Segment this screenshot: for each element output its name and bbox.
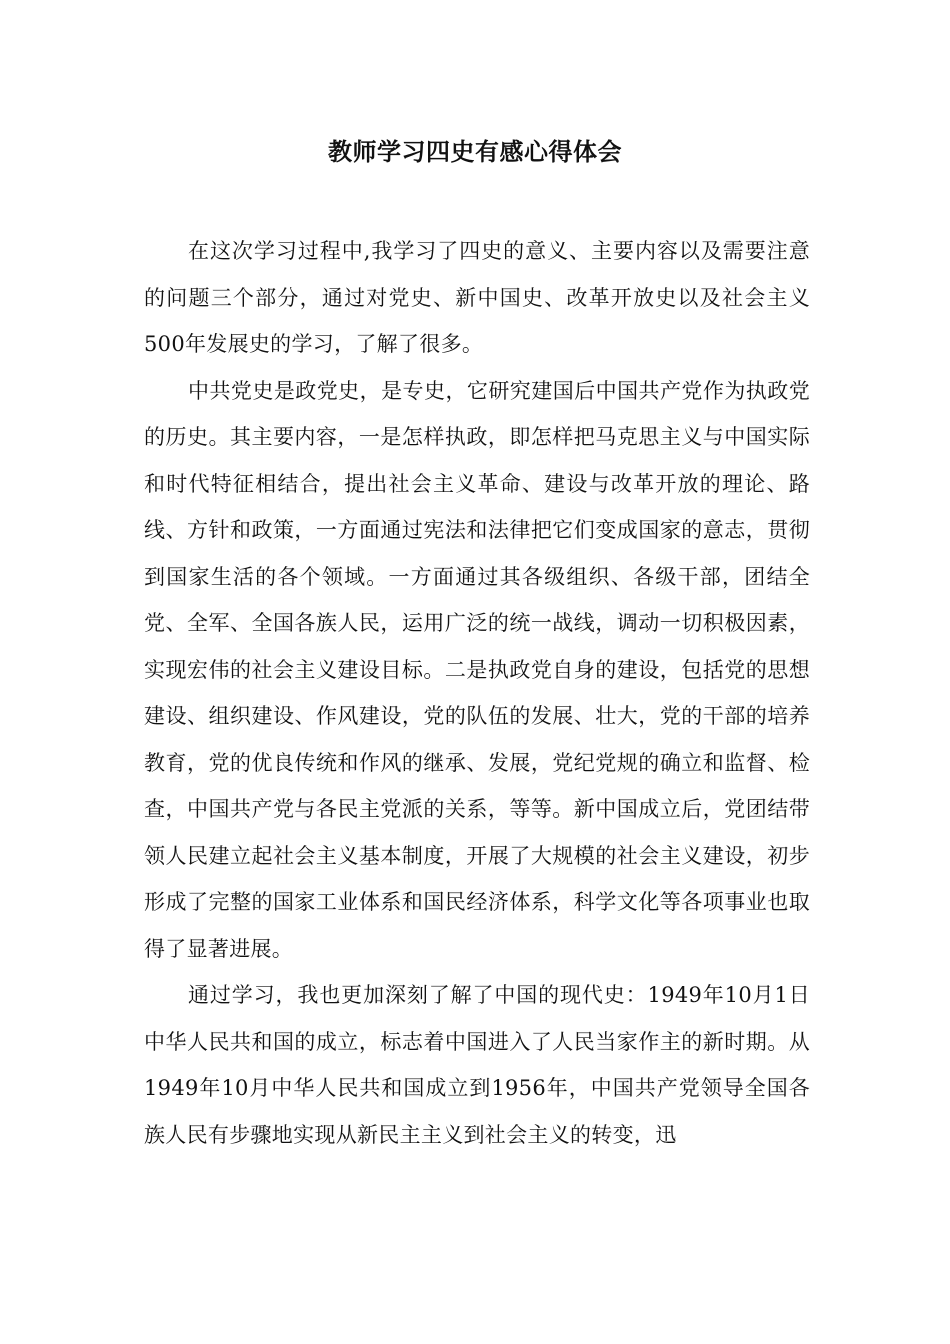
paragraph-2: 中共党史是政党史，是专史，它研究建国后中国共产党作为执政党的历史。其主要内容，一是怎样执政，即怎样把马克思主义与中国实际和时代特征相结合，提出社会主义革命、建设与改革开放的理论、路线、方针和政策，一方面通过宪法和法律把它们变成国家的意志，贯彻到国家生活的各个领域。一方面通过其各级组织、各级干部，团结全党、全军、全国各族人民，运用广泛的统一战线，调动一切积极因素，实现宏伟的社会主义建设目标。二是执政党自身的建设，包括党的思想建设、组织建设、作风建设，党的队伍的发展、壮大，党的干部的培养教育，党的优良传统和作风的继承、发展，党纪党规的确立和监督、检查，中国共产党与各民主党派的关系，等等。新中国成立后，党团结带领人民建立起社会主义基本制度，开展了大规模的社会主义建设，初步形成了完整的国家工业体系和国民经济体系，科学文化等各项事业也取得了显著进展。 bbox=[144, 378, 810, 961]
document-body bbox=[144, 228, 810, 1158]
paragraph-3: 通过学习，我也更加深刻了解了中国的现代史：1949年10月1日中华人民共和国的成立，标志着中国进入了人民当家作主的新时期。从1949年10月中华人民共和国成立到1956年，中国共产党领导全国各族人民有步骤地实现从新民主主义到社会主义的转变，迅 bbox=[144, 983, 810, 1147]
document-title: 教师学习四史有感心得体会 bbox=[328, 137, 622, 166]
paragraph-1: 在这次学习过程中,我学习了四史的意义、主要内容以及需要注意的问题三个部分，通过对党史、新中国史、改革开放史以及社会主义500年发展史的学习，了解了很多。 bbox=[144, 239, 810, 356]
